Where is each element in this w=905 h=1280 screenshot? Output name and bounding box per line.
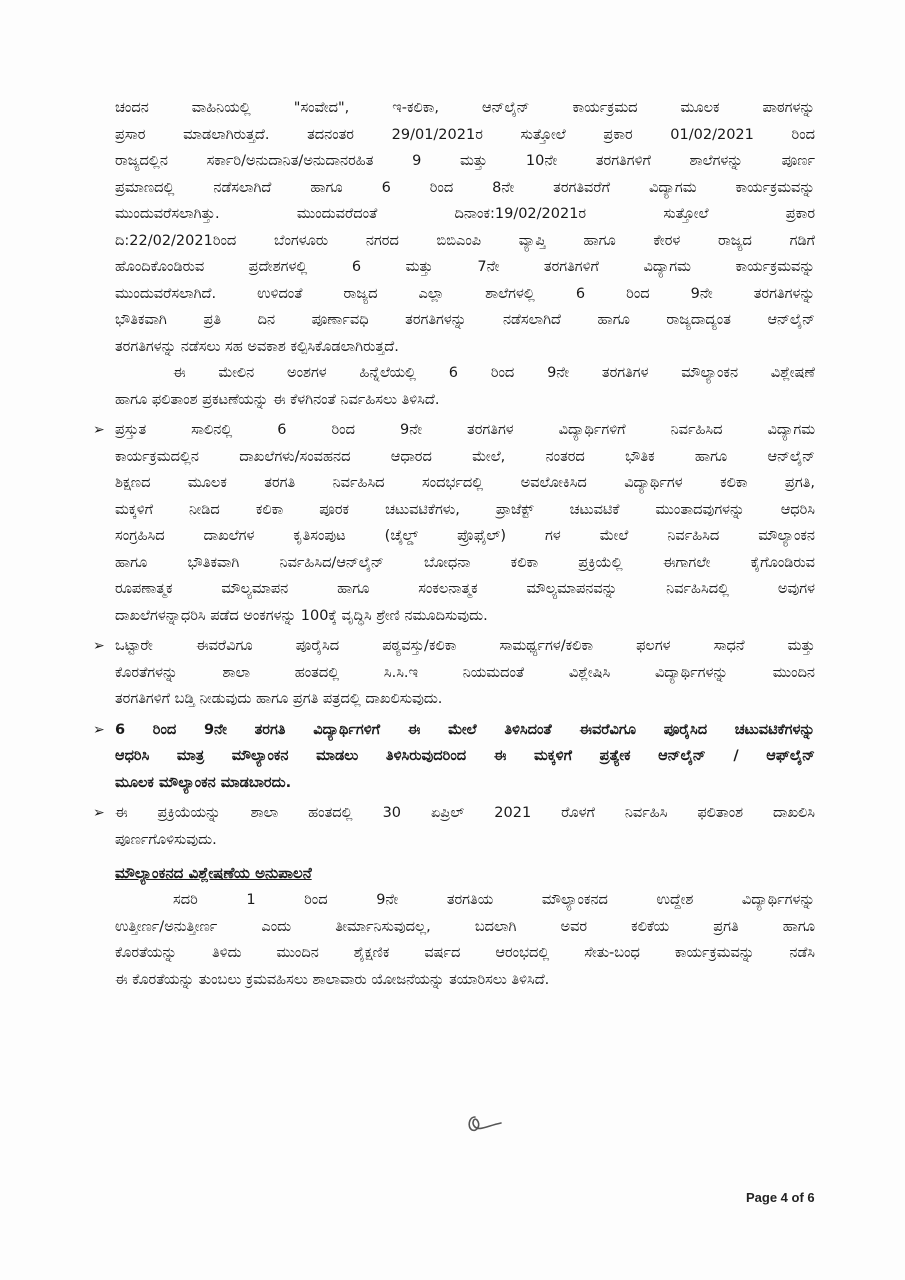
paragraph-3 (115, 887, 815, 993)
text-line: ಪ್ರಮಾಣದಲ್ಲಿ ನಡೆಸಲಾಗಿದೆ ಹಾಗೂ 6 ರಿಂದ 8ನೇ ತರಗತಿವರೆಗೆ ವಿದ್ಯಾಗಮ ಕಾರ್ಯಕ್ರಮವನ್ನು (115, 179, 815, 196)
text-line: ಪ್ರಸ್ತುತ ಸಾಲಿನಲ್ಲಿ 6 ರಿಂದ 9ನೇ ತರಗತಿಗಳ ವಿದ್ಯಾರ್ಥಿಗಳಿಗೆ ನಿರ್ವಹಿಸಿದ ವಿದ್ಯಾಗಮ (115, 422, 815, 438)
text-line: ಮುಂದುವರೆಸಲಾಗಿತ್ತು. ಮುಂದುವರೆದಂತೆ ದಿನಾಂಕ:19/02/2021ರ ಸುತ್ತೋಲೆ ಪ್ರಕಾರ (115, 206, 815, 222)
text-line: ಒಟ್ಟಾರೇ ಈವರೆವಿಗೂ ಪೂರೈಸಿದ ಪಠ್ಯವಸ್ತು/ಕಲಿಕಾ ಸಾಮರ್ಥ್ಯಗಳ/ಕಲಿಕಾ ಫಲಗಳ ಸಾಧನೆ ಮತ್ತು (115, 638, 815, 654)
text-line: ಸಂಗ್ರಹಿಸಿದ ದಾಖಲೆಗಳ ಕೃತಿಸಂಪುಟ (ಚೈಲ್ಡ್ ಪ್ರೊಫೈಲ್) ಗಳ ಮೇಲೆ ನಿರ್ವಹಿಸಿದ ಮೌಲ್ಯಾಂಕನ (115, 528, 815, 544)
arrow-bullet-icon: ➢ (93, 638, 105, 654)
text-line: ಈ ಪ್ರಕ್ರಿಯೆಯನ್ನು ಶಾಲಾ ಹಂತದಲ್ಲಿ 30 ಏಪ್ರಿಲ್ 2021 ರೊಳಗೆ ನಿರ್ವಹಿಸಿ ಫಲಿತಾಂಶ ದಾಖಲಿಸಿ (115, 805, 815, 821)
text-line: ಈ ಮೇಲಿನ ಅಂಶಗಳ ಹಿನ್ನೆಲೆಯಲ್ಲಿ 6 ರಿಂದ 9ನೇ ತರಗತಿಗಳ ಮೌಲ್ಯಾಂಕನ ವಿಶ್ಲೇಷಣೆ (173, 365, 815, 381)
text-line: ಚಂದನ ವಾಹಿನಿಯಲ್ಲಿ "ಸಂವೇದ", ಇ-ಕಲಿಕಾ, ಆನ್‌ಲೈನ್ ಕಾರ್ಯಕ್ರಮದ ಮೂಲಕ ಪಾಠಗಳನ್ನು (115, 100, 815, 116)
text-line: ಪ್ರಸಾರ ಮಾಡಲಾಗಿರುತ್ತದೆ. ತದನಂತರ 29/01/2021ರ ಸುತ್ತೋಲೆ ಪ್ರಕಾರ 01/02/2021 ರಿಂದ (115, 126, 815, 143)
text-line: 6 ರಿಂದ 9ನೇ ತರಗತಿ ವಿದ್ಯಾರ್ಥಿಗಳಿಗೆ ಈ ಮೇಲೆ ತಿಳಿಸಿದಂತೆ ಈವರೆವಿಗೂ ಪೂರೈಸಿದ ಚಟುವಟಿಕೆಗಳನ್ನು (115, 721, 815, 738)
bullet-item-4 (93, 800, 815, 853)
text-line: ಆಧರಿಸಿ ಮಾತ್ರ ಮೌಲ್ಯಾಂಕನ ಮಾಡಲು ತಿಳಿಸಿರುವುದರಿಂದ ಈ ಮಕ್ಕಳಿಗೆ ಪ್ರತ್ಯೇಕ ಆನ್‌ಲೈನ್ / ಆಫ್‌ಲೈನ್ (115, 748, 815, 764)
bullet-item-2 (93, 633, 815, 713)
arrow-bullet-icon: ➢ (93, 422, 105, 438)
paragraph-2 (115, 360, 815, 413)
text-line: ಮಕ್ಕಳಿಗೆ ನೀಡಿದ ಕಲಿಕಾ ಪೂರಕ ಚಟುವಟಿಕೆಗಳು, ಪ್ರಾಜೆಕ್ಟ್ ಚಟುವಟಿಕೆ ಮುಂತಾದವುಗಳನ್ನು ಆಧರಿಸಿ (115, 501, 815, 518)
text-line: ಉತ್ತೀರ್ಣ/ಅನುತ್ತೀರ್ಣ ಎಂದು ತೀರ್ಮಾನಿಸುವುದಲ್ಲ, ಬದಲಾಗಿ ಅವರ ಕಲಿಕೆಯ ಪ್ರಗತಿ ಹಾಗೂ (115, 918, 815, 935)
paragraph-1 (115, 95, 815, 360)
text-line: ಭೌತಿಕವಾಗಿ ಪ್ರತಿ ದಿನ ಪೂರ್ಣಾವಧಿ ತರಗತಿಗಳನ್ನು ನಡೆಸಲಾಗಿದೆ ಹಾಗೂ ರಾಜ್ಯದಾದ್ಯಂತ ಆನ್‌ಲೈನ್ (115, 312, 815, 328)
text-line: ಹಾಗೂ ಭೌತಿಕವಾಗಿ ನಿರ್ವಹಿಸಿದ/ಆನ್‌ಲೈನ್ ಬೋಧನಾ ಕಲಿಕಾ ಪ್ರಕ್ರಿಯೆಲ್ಲಿ ಈಗಾಗಲೇ ಕೈಗೊಂಡಿರುವ (115, 554, 815, 571)
text-line: ಈ ಕೊರತೆಯನ್ನು ತುಂಬಲು ಕ್ರಮವಹಿಸಲು ಶಾಲಾವಾರು ಯೋಜನೆಯನ್ನು ತಯಾರಿಸಲು ತಿಳಿಸಿದೆ. (115, 971, 550, 988)
bullet-item-1 (93, 417, 815, 629)
text-line: ತರಗತಿಗಳನ್ನು ನಡೆಸಲು ಸಹ ಅವಕಾಶ ಕಲ್ಪಿಸಿಕೊಡಲಾಗಿರುತ್ತದೆ. (115, 338, 399, 355)
page-number: Page 4 of 6 (746, 1190, 815, 1205)
text-line: ಮುಂದುವರೆಸಲಾಗಿದೆ. ಉಳಿದಂತೆ ರಾಜ್ಯದ ಎಲ್ಲಾ ಶಾಲೆಗಳಲ್ಲಿ 6 ರಿಂದ 9ನೇ ತರಗತಿಗಳನ್ನು (115, 285, 815, 302)
text-line: ದಾಖಲೆಗಳನ್ನಾಧರಿಸಿ ಪಡೆದ ಅಂಕಗಳನ್ನು 100ಕ್ಕೆ ವೃದ್ಧಿಸಿ ಶ್ರೇಣಿ ನಮೂದಿಸುವುದು. (115, 607, 488, 624)
text-line: ಮೂಲಕ ಮೌಲ್ಯಾಂಕನ ಮಾಡಬಾರದು. (115, 774, 292, 791)
text-line: ಕಾರ್ಯಕ್ರಮದಲ್ಲಿನ ದಾಖಲೆಗಳು/ಸಂವಹನದ ಆಧಾರದ ಮೇಲೆ, ನಂತರದ ಭೌತಿಕ ಹಾಗೂ ಆನ್‌ಲೈನ್ (115, 448, 815, 465)
signature-initials-icon (465, 1113, 505, 1135)
bullet-item-3 (93, 717, 815, 797)
text-line: ತರಗತಿಗಳಿಗೆ ಬಡ್ತಿ ನೀಡುವುದು ಹಾಗೂ ಪ್ರಗತಿ ಪತ್ರದಲ್ಲಿ ದಾಖಲಿಸುವುದು. (115, 691, 443, 707)
document-body (93, 95, 815, 993)
text-line: ಪೂರ್ಣಗೊಳಿಸುವುದು. (115, 831, 217, 848)
arrow-bullet-icon: ➢ (93, 805, 105, 821)
arrow-bullet-icon: ➢ (93, 721, 105, 738)
text-line: ರೂಪಣಾತ್ಮಕ ಮೌಲ್ಯಮಾಪನ ಹಾಗೂ ಸಂಕಲನಾತ್ಮಕ ಮೌಲ್ಯಮಾಪನವನ್ನು ನಿರ್ವಹಿಸಿದಲ್ಲಿ ಅವುಗಳ (115, 581, 815, 597)
text-line: ಹಾಗೂ ಫಲಿತಾಂಶ ಪ್ರಕಟಣೆಯನ್ನು ಈ ಕೆಳಗಿನಂತೆ ನಿರ್ವಹಿಸಲು ತಿಳಿಸಿದೆ. (115, 391, 440, 408)
text-line: ದಿ:22/02/2021ರಿಂದ ಬೆಂಗಳೂರು ನಗರದ ಬಿಬಿಎಂಪಿ ವ್ಯಾಪ್ತಿ ಹಾಗೂ ಕೇರಳ ರಾಜ್ಯದ ಗಡಿಗೆ (115, 232, 815, 249)
section-heading: ಮೌಲ್ಯಾಂಕನದ ವಿಶ್ಲೇಷಣೆಯ ಅನುಪಾಲನೆ (115, 864, 312, 882)
text-line: ಕೊರತೆಗಳನ್ನು ಶಾಲಾ ಹಂತದಲ್ಲಿ ಸಿ.ಸಿ.ಇ ನಿಯಮದಂತೆ ವಿಶ್ಲೇಷಿಸಿ ವಿದ್ಯಾರ್ಥಿಗಳನ್ನು ಮುಂದಿನ (115, 664, 815, 681)
text-line: ಸದರಿ 1 ರಿಂದ 9ನೇ ತರಗತಿಯ ಮೌಲ್ಯಾಂಕನದ ಉದ್ದೇಶ ವಿದ್ಯಾರ್ಥಿಗಳನ್ನು (173, 892, 815, 908)
text-line: ಹೊಂದಿಕೊಂಡಿರುವ ಪ್ರದೇಶಗಳಲ್ಲಿ 6 ಮತ್ತು 7ನೇ ತರಗತಿಗಳಿಗೆ ವಿದ್ಯಾಗಮ ಕಾರ್ಯಕ್ರಮವನ್ನು (115, 259, 815, 275)
text-line: ಶಿಕ್ಷಣದ ಮೂಲಕ ತರಗತಿ ನಿರ್ವಹಿಸಿದ ಸಂದರ್ಭದಲ್ಲಿ ಅವಲೋಕಿಸಿದ ವಿದ್ಯಾರ್ಥಿಗಳ ಕಲಿಕಾ ಪ್ರಗತಿ, (115, 475, 815, 491)
text-line: ರಾಜ್ಯದಲ್ಲಿನ ಸರ್ಕಾರಿ/ಅನುದಾನಿತ/ಅನುದಾನರಹಿತ 9 ಮತ್ತು 10ನೇ ತರಗತಿಗಳಿಗೆ ಶಾಲೆಗಳನ್ನು ಪೂರ್ಣ (115, 153, 815, 169)
text-line: ಕೊರತೆಯನ್ನು ತಿಳಿದು ಮುಂದಿನ ಶೈಕ್ಷಣಿಕ ವರ್ಷದ ಆರಂಭದಲ್ಲಿ ಸೇತು-ಬಂಧ ಕಾರ್ಯಕ್ರಮವನ್ನು ನಡೆಸಿ (115, 945, 815, 961)
